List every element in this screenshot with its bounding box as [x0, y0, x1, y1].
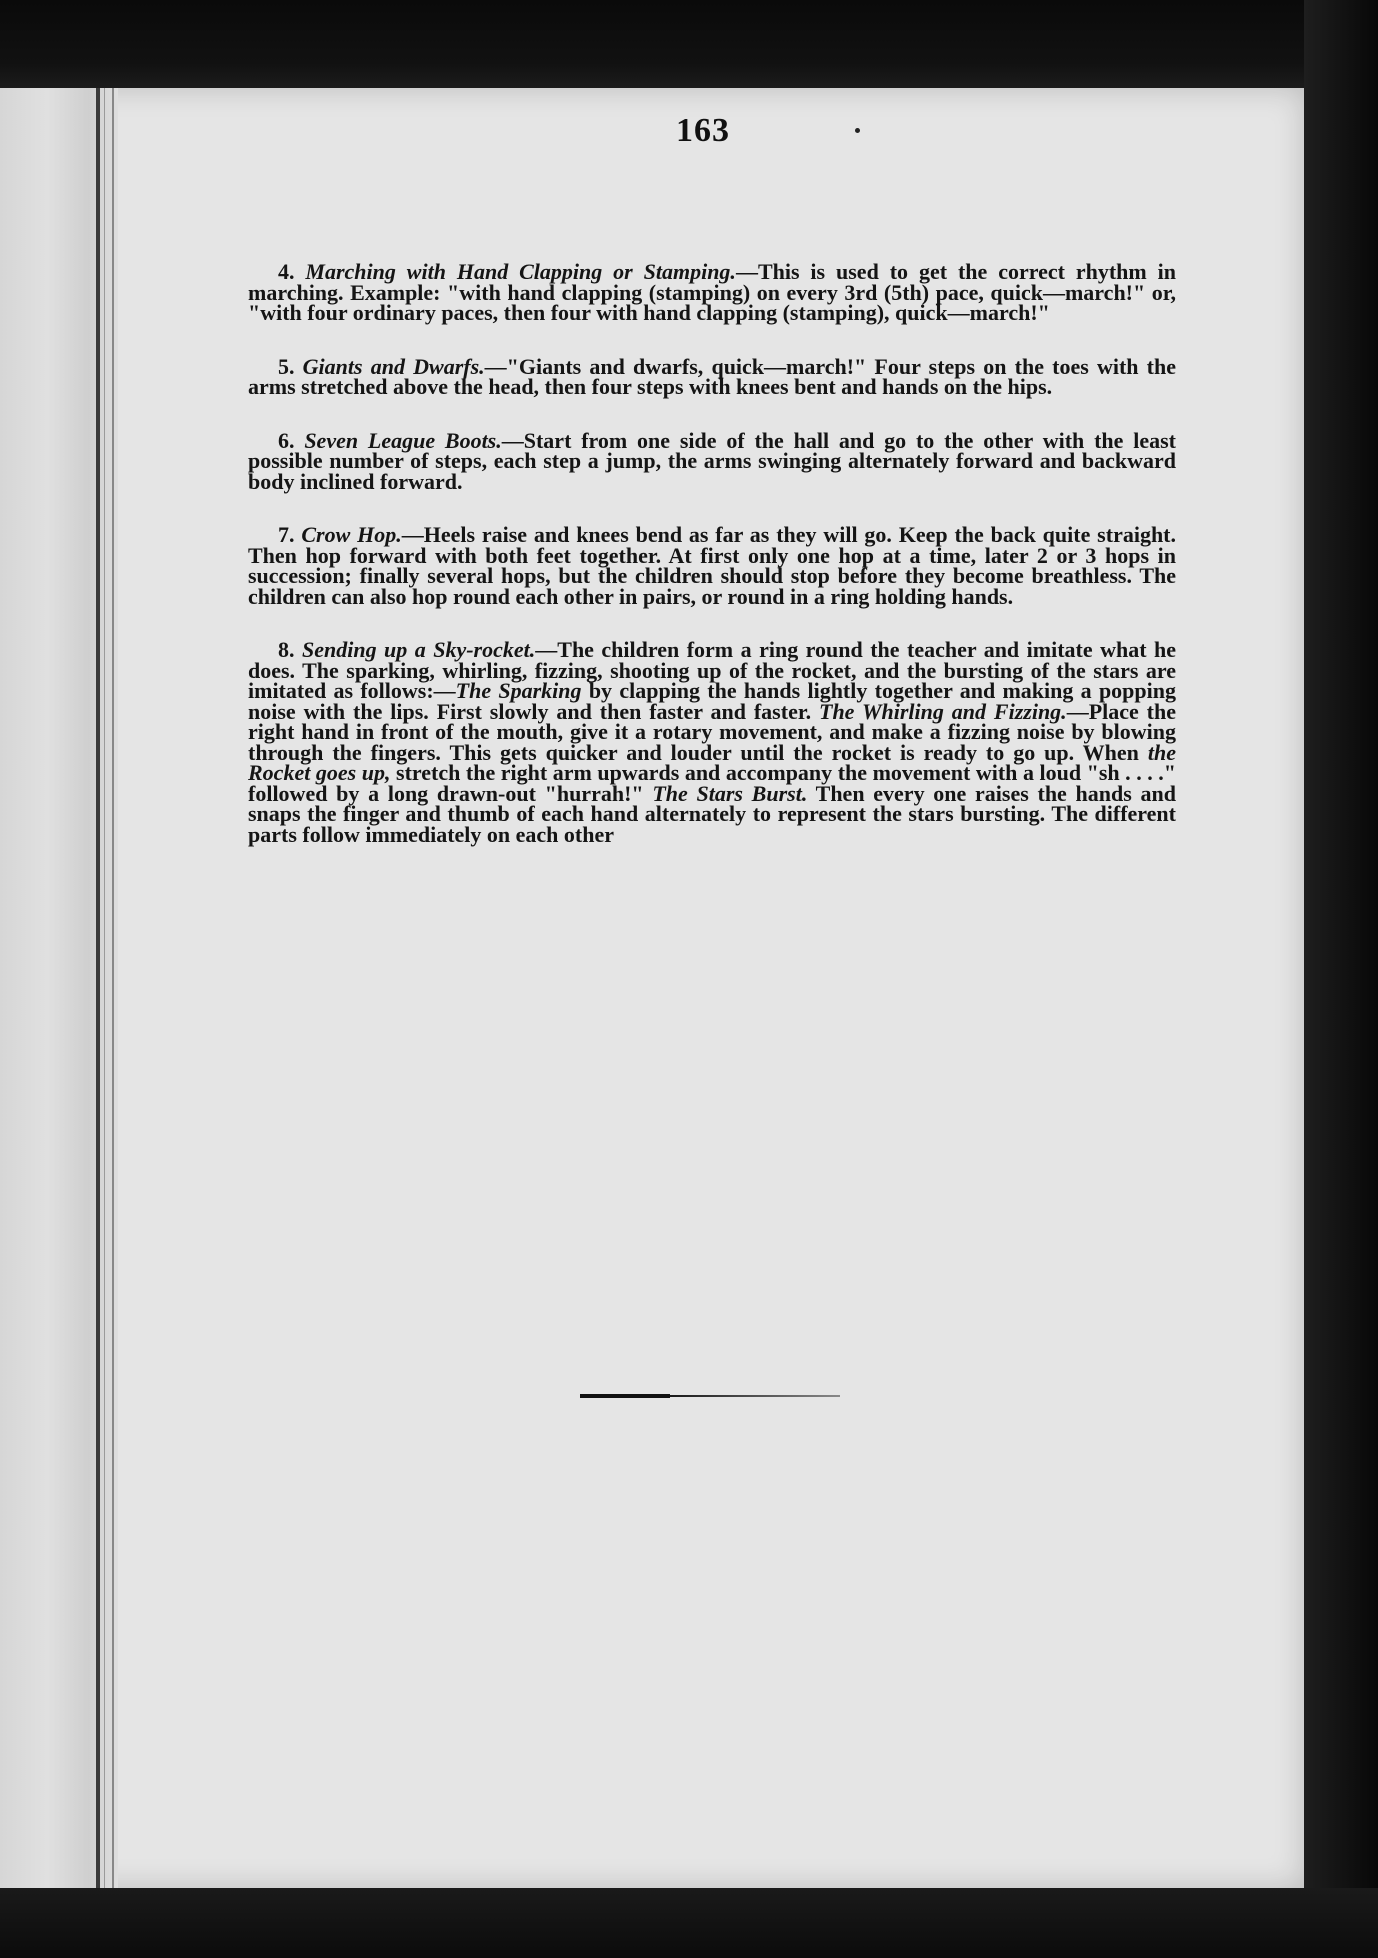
paragraph-crow-hop [248, 522, 1177, 609]
paragraph-body: by clapping the hands lightly together and making a popping noise with the lips. First slowly and then faster and faster. [248, 678, 1176, 724]
page-gutter [0, 88, 118, 1888]
paragraph-sky-rocket [248, 637, 1177, 847]
paragraph-number: 5. [278, 353, 295, 379]
paragraph-body: Then every one raises the hands and snaps the finger and thumb of each hand alternately to represent the stars bursting. The different parts follow immediately on each other [248, 780, 1176, 847]
paragraph-body: —Start from one side of the hall and go to the other with the least possible number of steps, each step a jump, the arms swinging alternately forward and backward body inclined forward. [248, 427, 1176, 494]
paragraph-number: 6. [278, 427, 295, 453]
paragraph-body: —"Giants and dwarfs, quick—march!" Four steps on the toes with the arms stretched above the head, then four steps with knees bent and hands on the hips. [248, 353, 1177, 399]
paragraph-title: Sending up a Sky-rocket. [301, 637, 536, 662]
page-number: 163 [676, 112, 730, 149]
gutter-shadow-line [112, 88, 114, 1888]
scan-border-bottom [0, 1888, 1378, 1958]
gutter-shadow-line [104, 88, 105, 1888]
section-end-rule-thick [580, 1394, 670, 1398]
paragraph-marching [248, 259, 1176, 325]
paragraph-italic-phrase: the Rocket goes up, [248, 739, 1176, 785]
scan-speck [855, 128, 860, 133]
paragraph-title: Marching with Hand Clapping or Stamping. [305, 259, 736, 284]
paragraph-title: Seven League Boots. [304, 427, 502, 453]
paragraph-body: —Place the right hand in front of the mouth, give it a rotary movement, and make a fizzing noise by blowing through the fingers. This gets quicker and louder until the rocket is ready to go up. When [248, 698, 1176, 765]
paragraph-title: Crow Hop. [301, 522, 402, 547]
paragraph-giants [248, 353, 1177, 399]
paragraph-body: —Heels raise and knees bend as far as they will go. Keep the back quite straight. Then hop forward with both feet together. At first only one hop at a time, later 2 or 3 hops in succession; finally several hops, but the children should stop before they become breathless. The children can also hop round each other in pairs, or round in a ring holding hands. [248, 522, 1177, 609]
paragraph-italic-phrase: The Whirling and Fizzing. [819, 698, 1067, 724]
paragraph-body: stretch the right arm upwards and accompany the movement with a loud "sh . . . ." followed by a long drawn-out "hurrah!" [248, 760, 1176, 806]
paragraph-italic-phrase: The Stars Burst. [652, 780, 808, 806]
gutter-shadow-line [96, 88, 100, 1888]
paragraph-italic-phrase: The Sparking [455, 678, 582, 703]
paragraph-seven-league [248, 427, 1176, 494]
scan-border-top [0, 0, 1378, 90]
paragraph-number: 4. [278, 259, 295, 284]
text-body [248, 259, 1177, 878]
paragraph-body: —This is used to get the correct rhythm in marching. Example: "with hand clapping (stamping) on every 3rd (5th) pace, quick—march!" or, "with four ordinary paces, then four with hand clapping (stamping), quick—march!" [248, 259, 1176, 325]
paragraph-number: 7. [278, 522, 295, 547]
scan-border-right [1304, 0, 1378, 1958]
paragraph-title: Giants and Dwarfs. [302, 353, 485, 379]
paragraph-body: —The children form a ring round the teacher and imitate what he does. The sparking, whirling, fizzing, shooting up of the rocket, and the bursting of the stars are imitated as follows:— [248, 637, 1177, 703]
paragraph-number: 8. [278, 637, 295, 662]
